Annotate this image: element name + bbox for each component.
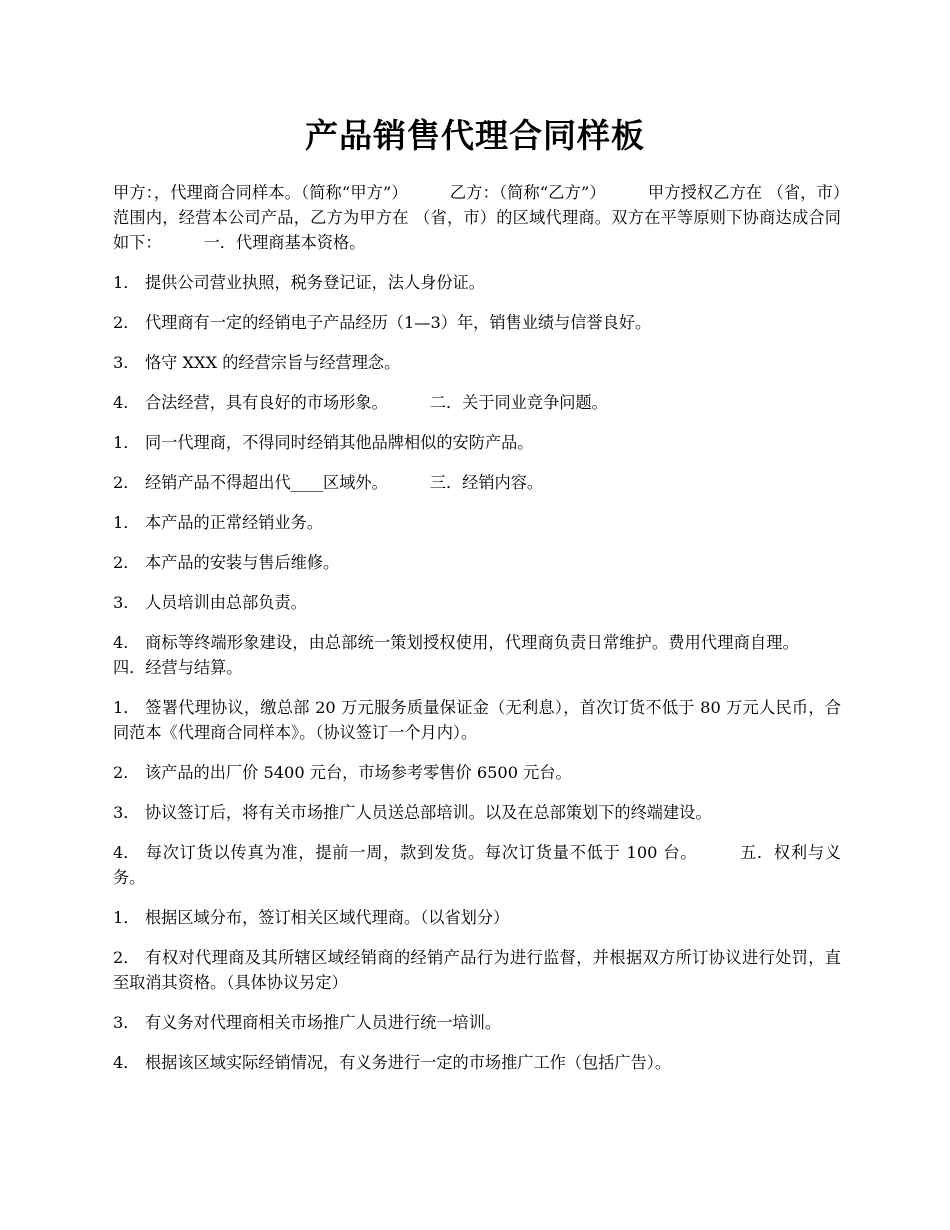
clause-number: 4．	[113, 393, 140, 412]
clause-number: 3．	[113, 353, 140, 372]
clause-paragraph	[113, 270, 841, 295]
clause-number: 3．	[113, 593, 140, 612]
section-heading: 五．权利与义务。	[113, 843, 841, 887]
clause-number: 1．	[113, 908, 140, 927]
clause-text: 本产品的安装与售后维修。	[145, 553, 340, 572]
clause-paragraph	[113, 1010, 841, 1035]
clause-paragraph	[113, 840, 841, 890]
clause-number: 4．	[113, 843, 140, 862]
clause-text: 签署代理协议，缴总部 20 万元服务质量保证金（无利息），首次订货不低于 80 万元人民币，合同范本《代理商合同样本》。（协议签订一个月内）。	[113, 698, 841, 742]
clause-number: 2．	[113, 553, 140, 572]
clause-number: 4．	[113, 633, 140, 652]
clause-paragraph	[113, 470, 841, 495]
intro-paragraph	[113, 180, 841, 255]
clause-text: 每次订货以传真为准，提前一周，款到发货。每次订货量不低于 100 台。	[145, 843, 698, 862]
clause-paragraph	[113, 390, 841, 415]
clause-number: 3．	[113, 803, 140, 822]
clause-paragraph	[113, 630, 841, 680]
clause-text: 提供公司营业执照，税务登记证，法人身份证。	[145, 273, 485, 292]
clause-text: 协议签订后，将有关市场推广人员送总部培训。以及在总部策划下的终端建设。	[145, 803, 712, 822]
clause-list	[113, 270, 841, 1075]
clause-text: 经销产品不得超出代____区域外。	[145, 473, 388, 492]
clause-number: 3．	[113, 1013, 140, 1032]
clause-number: 2．	[113, 473, 140, 492]
clause-number: 1．	[113, 433, 140, 452]
clause-number: 1．	[113, 273, 140, 292]
clause-text: 有义务对代理商相关市场推广人员进行统一培训。	[145, 1013, 502, 1032]
clause-paragraph	[113, 310, 841, 335]
clause-paragraph	[113, 760, 841, 785]
section-heading: 四．经营与结算。	[113, 658, 243, 677]
clause-paragraph	[113, 590, 841, 615]
clause-text: 有权对代理商及其所辖区域经销商的经销产品行为进行监督，并根据双方所订协议进行处罚，直至取消其资格。（具体协议另定）	[113, 948, 841, 992]
clause-text: 同一代理商，不得同时经销其他品牌相似的安防产品。	[145, 433, 534, 452]
document-body	[113, 180, 841, 1090]
clause-text: 合法经营，具有良好的市场形象。	[145, 393, 388, 412]
party-a-text: 甲方：，代理商合同样本。（简称“甲方”）	[113, 183, 408, 202]
clause-paragraph	[113, 905, 841, 930]
clause-paragraph	[113, 800, 841, 825]
clause-paragraph	[113, 1050, 841, 1075]
clause-text: 根据该区域实际经销情况，有义务进行一定的市场推广工作（包括广告）。	[145, 1053, 672, 1072]
party-b-text: 乙方：（简称“乙方”）	[449, 183, 606, 202]
clause-text: 人员培训由总部负责。	[145, 593, 307, 612]
clause-paragraph	[113, 945, 841, 995]
clause-number: 2．	[113, 948, 140, 967]
section-heading: 三．经销内容。	[429, 473, 544, 492]
clause-number: 2．	[113, 763, 140, 782]
clause-number: 1．	[113, 698, 140, 717]
clause-text: 恪守 XXX 的经营宗旨与经营理念。	[145, 353, 401, 372]
clause-paragraph	[113, 430, 841, 455]
clause-number: 2．	[113, 313, 140, 332]
clause-paragraph	[113, 510, 841, 535]
clause-text: 本产品的正常经销业务。	[145, 513, 324, 532]
section-heading: 一．代理商基本资格。	[203, 233, 366, 252]
clause-text: 商标等终端形象建设，由总部统一策划授权使用，代理商负责日常维护。费用代理商自理。	[145, 633, 799, 652]
section-heading: 二．关于同业竞争问题。	[429, 393, 608, 412]
clause-text: 代理商有一定的经销电子产品经历（1—3）年，销售业绩与信誉良好。	[145, 313, 652, 332]
clause-paragraph	[113, 550, 841, 575]
authorization-text: 甲方授权乙方在 （省，市）范围内，经营本公司产品，乙方为甲方在 （省，市）的区域代理商。双方在平等原则下协商达成合同如下：	[113, 183, 842, 252]
clause-number: 4．	[113, 1053, 140, 1072]
clause-text: 根据区域分布，签订相关区域代理商。（以省划分）	[145, 908, 510, 927]
clause-number: 1．	[113, 513, 140, 532]
clause-paragraph	[113, 350, 841, 375]
clause-text: 该产品的出厂价 5400 元台，市场参考零售价 6500 元台。	[145, 763, 572, 782]
clause-paragraph	[113, 695, 841, 745]
document-title: 产品销售代理合同样板	[305, 116, 645, 155]
